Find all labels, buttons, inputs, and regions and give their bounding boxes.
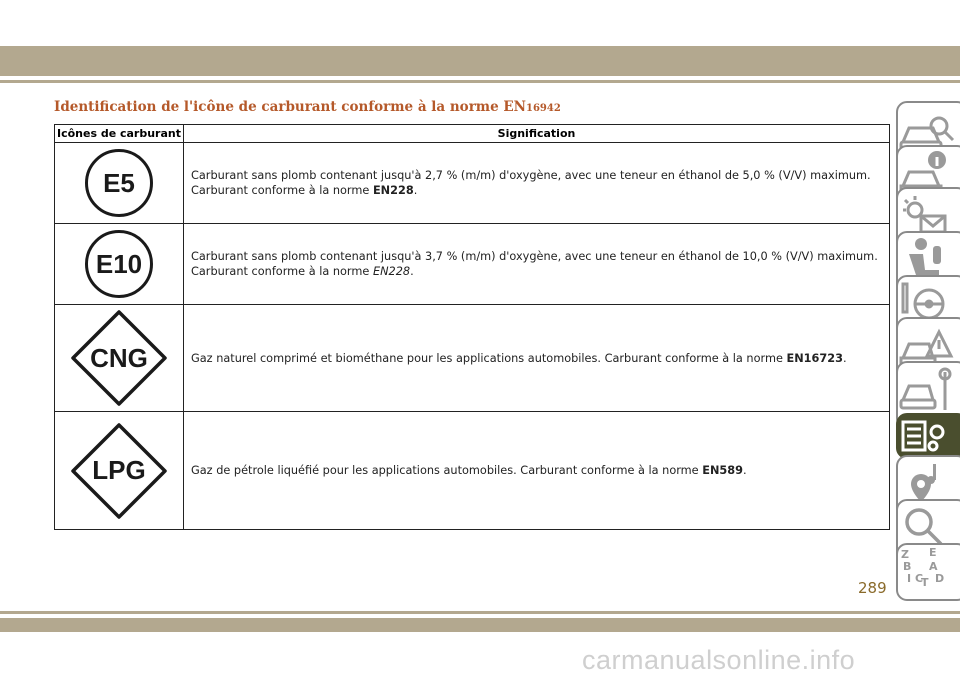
icon-cell [55,224,184,305]
description-cell: Carburant sans plomb contenant jusqu'à 2,7 % (m/m) d'oxygène, avec une teneur en éthanol de 5,0 % (V/V) maximum. Carburant conforme à la norme EN228. [184,143,890,224]
table-row [55,224,890,305]
description-cell: Gaz de pétrole liquéfié pour les applications automobiles. Carburant conforme à la norme EN589. [184,412,890,530]
cng-fuel-icon: CNG [69,308,169,408]
table-row [55,143,890,224]
svg-text:D: D [935,572,945,585]
tab-index[interactable] [895,542,960,612]
svg-text:E: E [929,546,937,559]
bottom-rule [0,611,960,614]
header-icons: Icônes de carburant [55,125,184,143]
table-header-row [55,125,890,143]
table-row [55,305,890,412]
bottom-band [0,618,960,632]
fuel-table [54,124,890,530]
top-band [0,46,960,76]
description-cell: Gaz naturel comprimé et biométhane pour les applications automobiles. Carburant conforme à la norme EN16723. [184,305,890,412]
icon-cell [55,305,184,412]
top-rule [0,80,960,83]
svg-text:C: C [915,572,924,585]
svg-text:B: B [903,560,912,573]
table-row [55,412,890,530]
e10-fuel-icon: E10 [85,230,153,298]
header-meaning: Signification [184,125,890,143]
page-number: 289 [858,579,887,597]
svg-text:I: I [907,572,912,585]
watermark: carmanualsonline.info [582,645,856,675]
svg-text:A: A [929,560,938,573]
icon-cell [55,412,184,530]
svg-text:Z: Z [901,548,909,561]
icon-cell [55,143,184,224]
svg-text:T: T [921,576,929,589]
section-title: Identification de l'icône de carburant conforme à la norme EN16942 [54,99,561,115]
lpg-fuel-icon: LPG [69,421,169,521]
e5-fuel-icon: E5 [85,149,153,217]
description-cell: Carburant sans plomb contenant jusqu'à 3,7 % (m/m) d'oxygène, avec une teneur en éthanol de 10,0 % (V/V) maximum. Carburant conforme à la norme EN228. [184,224,890,305]
